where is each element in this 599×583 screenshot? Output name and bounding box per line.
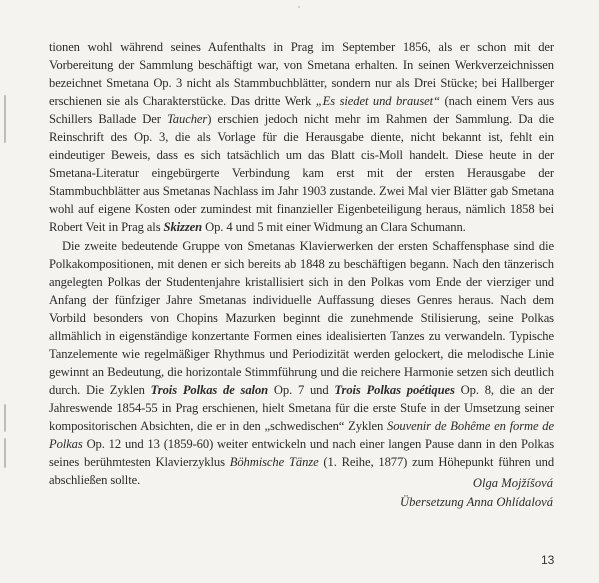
p2-text-1: Die zweite bedeutende Gruppe von Smetanas Klavierwerken der ersten Schaffensphase sind die Polkakompositionen, mit denen er sich bereits ab 1848 zu beschäftigen begann. Nach den tänzerisch angelegten Polkas der Studentenjahre kristallisiert sich in den Polkas vom Ende der vierziger und Anfang der fünfziger Jahre Smetanas individuelle Auffassung dieses Genres heraus. Nach dem Vorbild besonders von Chopins Mazurken beginnt die zunehmende Stilisierung, seine Polkas allmählich in eigenständige konzertante Formen eines idealisierten Tanzes zu verwandeln. Typische Tanzelemente wie regelmäßiger Rhythmus und Periodizität werden gelockert, die melodische Linie gewinnt an Bedeutung, die horizontale Stimmführung und die reichere Harmonie setzen sich deutlich durch. Die Zyklen [49, 238, 554, 397]
p1-text-3: ) erschien jedoch nicht mehr im Rahmen der Sammlung. Da die Reinschrift des Op. 3, die als Vorlage für die Herausgabe diente, nicht bekannt ist, fehlt ein eindeutiger Beweis, dass es sich tatsächlich um das Blatt cis-Moll handelt. Diese heute in der Smetana-Literatur eingebürgerte Verbindung kam erst mit der ersten Herausgabe der Stammbuchblätter aus Smetanas Nachlass im Jahr 1903 zustande. Zwei Mal vier Blätter gab Smetana wohl auf eigene Kosten oder zumindest mit finanzieller Eigenbeteiligung heraus, nämlich 1858 bei Robert Veit in Prag als [49, 112, 554, 235]
p1-text-1: tionen wohl während seines Aufenthalts in Prag im September 1856, als er schon mit der Vorbereitung der Sammlung beschäftigt war, von Smetana erhalten. In seinen Werkverzeichnissen bezeichnet Smetana Op. 3 nicht als Stammbuchblätter, sondern nur als Drei Stücke; bei Hallberger erschienen sie als Charakterstücke. Das dritte Werk [49, 40, 554, 109]
paragraph-1 [49, 38, 554, 237]
signature-block [400, 474, 553, 512]
p1-work-title-3: Skizzen [163, 220, 203, 235]
p1-text-4: Op. 4 und 5 mit einer Widmung an Clara Schumann. [202, 220, 466, 235]
p2-work-title-3: Souvenir de Bohême en forme de Polkas [49, 418, 554, 452]
scan-speck [298, 6, 300, 8]
page-number: 13 [541, 553, 555, 567]
p2-text-3: Op. 8, die an der Jahreswende 1854-55 in Prag erschienen, hielt Smetana für die erste Stufe in der Umsetzung seiner kompositorischen Absichten, die er in den „schwedischen“ Zyklen [49, 382, 554, 433]
p2-work-title-4: Böhmische Tänze [229, 455, 319, 470]
p2-work-title-1: Trois Polkas de salon [150, 382, 269, 397]
binding-mark-middle [4, 404, 6, 432]
p1-text-2: (nach einem Vers aus Schillers Ballade Der [49, 94, 554, 127]
binding-mark-bottom [4, 438, 6, 468]
p2-text-2: Op. 7 und [268, 382, 335, 397]
body-text [49, 38, 554, 489]
p2-text-4: Op. 12 und 13 (1859-60) weiter entwickeln und nach einer langen Pause dann in den Polkas seines berühmtesten Klavierzyklus [49, 437, 554, 470]
translator-credit: Übersetzung Anna Ohlídalová [400, 495, 553, 509]
binding-mark-top [4, 95, 6, 143]
p1-work-title-2: Taucher [167, 112, 208, 127]
p1-work-title-1: „Es siedet und brauset“ [315, 94, 440, 109]
paragraph-2 [49, 237, 554, 490]
p2-text-5: (1. Reihe, 1877) zum Höhepunkt führen und abschließen sollte. [49, 455, 555, 488]
author-name: Olga Mojžíšová [472, 476, 553, 490]
p2-work-title-2: Trois Polkas poétiques [334, 382, 455, 397]
